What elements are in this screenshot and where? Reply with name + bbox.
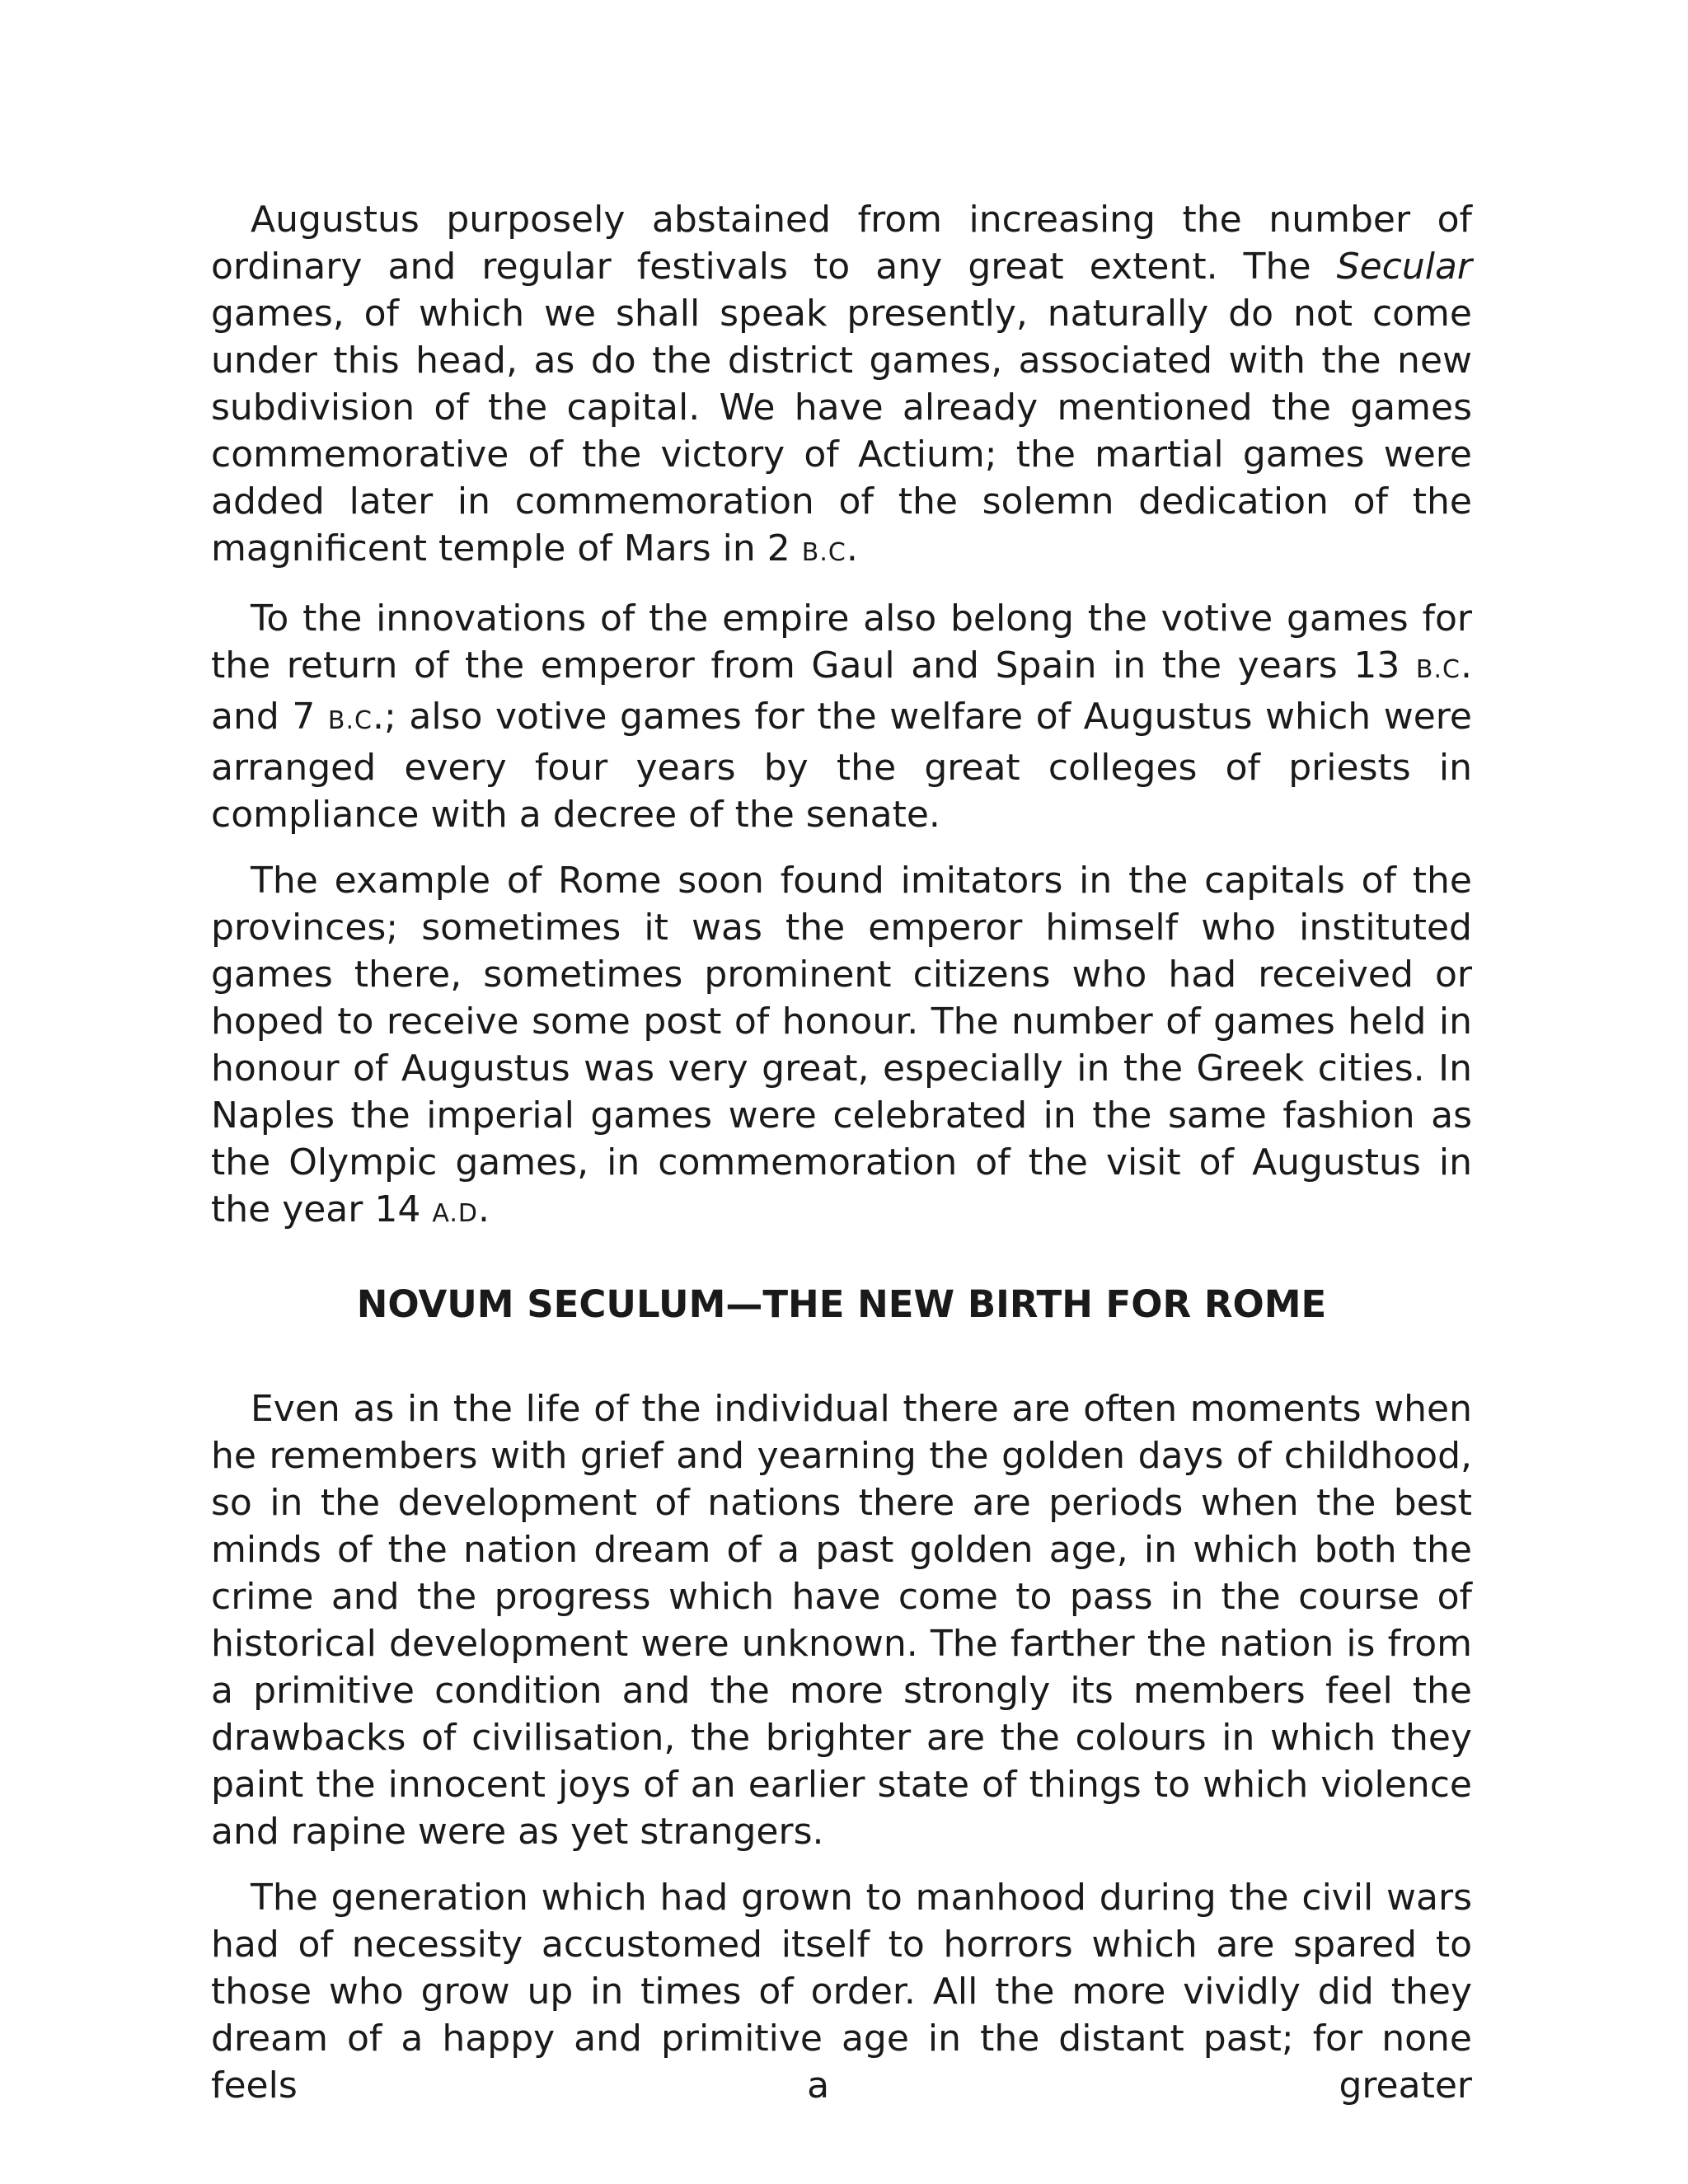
text-run: To the innovations of the empire also belong the votive games for the return of the emperor from Gaul and Spain in the years 13 [211, 598, 1472, 687]
text-run: .; also votive games for the welfare of Augustus which were arranged every four years by the great colleges of priests in compliance with a decree of the senate. [211, 696, 1472, 836]
text-run: . and 7 [211, 644, 1472, 738]
small-caps-era: B.C [801, 538, 846, 567]
paragraph-innovations [211, 595, 1472, 838]
text-run: . [477, 1188, 490, 1230]
paragraph-festivals [211, 196, 1472, 576]
small-caps-era: A.D [432, 1199, 478, 1228]
text-run: . [846, 527, 858, 569]
paragraph-provinces [211, 857, 1472, 1237]
text-run: Augustus purposely abstained from increasing the number of ordinary and regular festivals to any great extent. The [211, 199, 1472, 288]
text-run: The example of Rome soon found imitators in the capitals of the provinces; sometimes it was the emperor himself who instituted games there, sometimes prominent citizens who had received or hoped to receive some post of honour. The number of games held in honour of Augustus was very great, especially in the Greek cities. In Naples the imperial games were celebrated in the same fashion as the Olympic games, in commemoration of the visit of Augustus in the year 14 [211, 860, 1472, 1230]
section-heading: NOVUM SECULUM—THE NEW BIRTH FOR ROME [356, 1282, 1327, 1326]
small-caps-era: B.C [1415, 655, 1461, 684]
small-caps-era: B.C [327, 706, 373, 735]
emphasis-secular: Secular [1336, 246, 1472, 288]
paragraph-civil-wars: The generation which had grown to manhood during the civil wars had of necessity accustomed itself to horrors which are spared to those who grow up in times of order. All the more vividly did they dream of a happy and primitive age in the distant past; for none feels a greater [211, 1877, 1472, 2107]
paragraph-golden-age: Even as in the life of the individual there are often moments when he remembers with grief and yearning the golden days of childhood, so in the development of nations there are periods when the best minds of the nation dream of a past golden age, in which both the crime and the progress which have come to pass in the course of historical development were unknown. The farther the nation is from a primitive condition and the more strongly its members feel the drawbacks of civilisation, the brighter are the colours in which they paint the innocent joys of an earlier state of things to which violence and rapine were as yet strangers. [211, 1388, 1472, 1853]
document-page [211, 196, 1472, 2128]
text-run: games, of which we shall speak presently, naturally do not come under this head, as do the district games, associated with the new subdivision of the capital. We have already mentioned the games commemorative of the victory of Actium; the martial games were added later in commemoration of the solemn dedication of the magnificent temple of Mars in 2 [211, 293, 1472, 569]
